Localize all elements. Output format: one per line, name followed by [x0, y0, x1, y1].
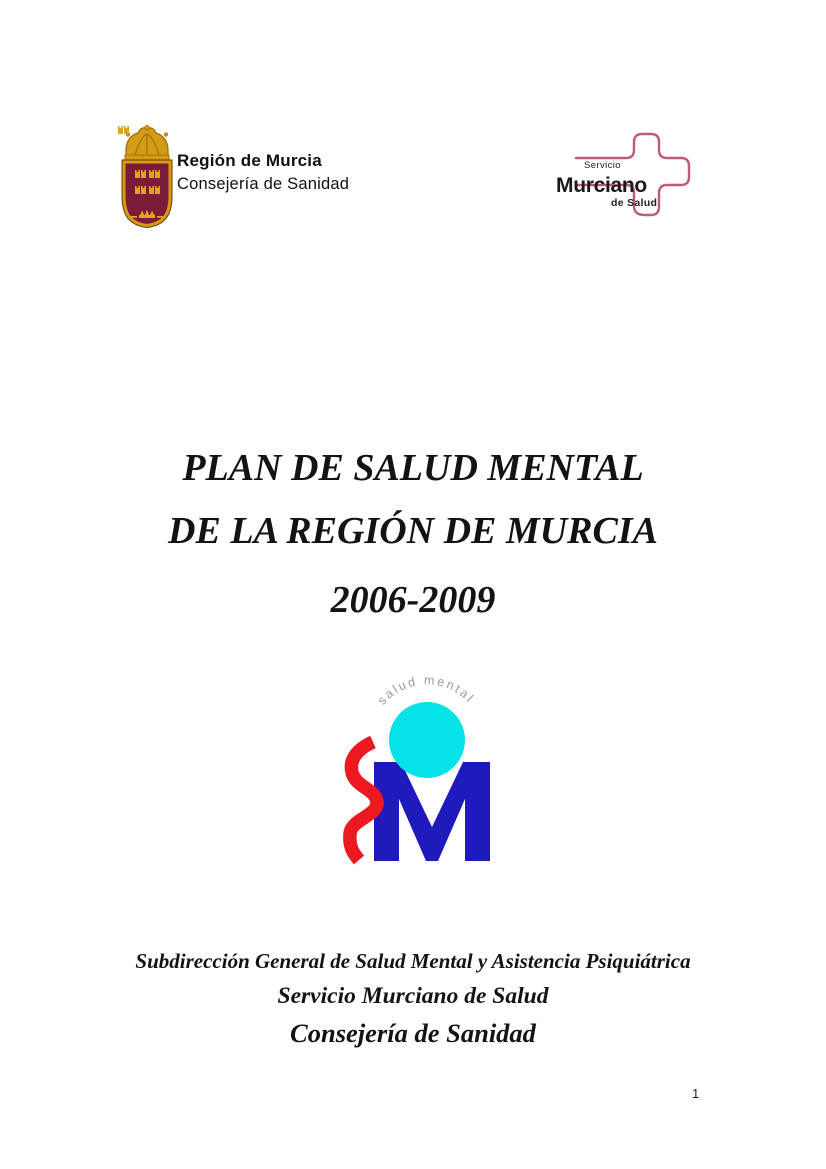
servicio-label: Servicio [584, 160, 621, 171]
sm-monogram-s [350, 742, 377, 860]
salud-mental-logo [340, 656, 495, 866]
consejeria-label: Consejería de Sanidad [177, 175, 350, 193]
footer-consejeria: Consejería de Sanidad [290, 1018, 536, 1048]
title-line-3: 2006-2009 [330, 579, 496, 621]
footer-servicio-murciano: Servicio Murciano de Salud [277, 983, 549, 1009]
page-number: 1 [692, 1086, 700, 1101]
murcia-coat-of-arms-icon [118, 124, 176, 228]
crown-icon [125, 125, 169, 160]
footer-subdireccion: Subdirección General de Salud Mental y Asistencia Psiquiátrica [135, 949, 691, 973]
arc-text-path: salud mental [374, 673, 476, 708]
title-line-2: DE LA REGIÓN DE MURCIA [168, 510, 658, 552]
murciano-label: Murciano [556, 174, 647, 197]
region-murcia-logo-text [177, 150, 437, 196]
region-name-label: Región de Murcia [177, 151, 322, 170]
de-salud-label: de Salud [611, 197, 658, 209]
sm-circle [389, 702, 465, 778]
title-line-1: PLAN DE SALUD MENTAL [182, 447, 644, 489]
